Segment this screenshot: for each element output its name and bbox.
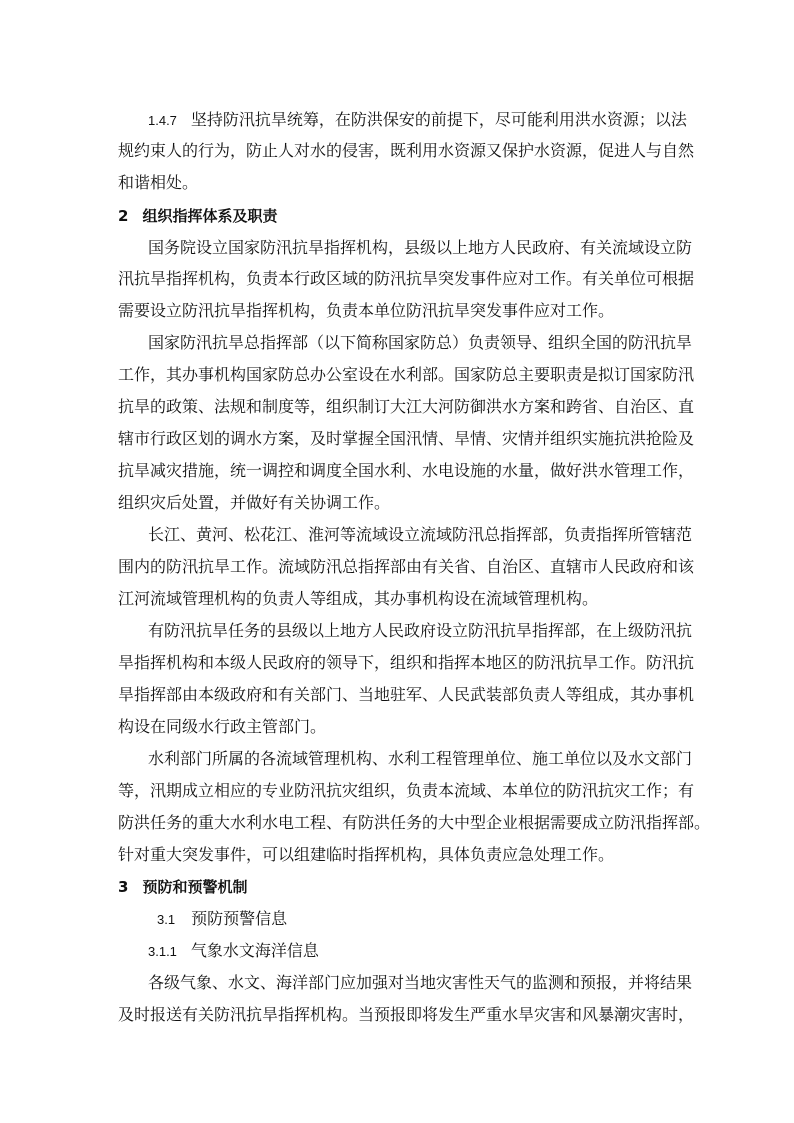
clause-1-4-7-line-2: 规约束人的行为，防止人对水的侵害，既利用水资源又保护水资源，促进人与自然 — [118, 141, 695, 160]
subsection-number: 3.1 — [157, 912, 176, 927]
paragraph-line: 旱指挥机构和本级人民政府的领导下，组织和指挥本地区的防汛抗旱工作。防汛抗 — [118, 653, 695, 672]
paragraph-line: 抗旱减灾措施，统一调控和调度全国水利、水电设施的水量，做好洪水管理工作， — [118, 461, 695, 480]
paragraph-line: 汛抗旱指挥机构，负责本行政区域的防汛抗旱突发事件应对工作。有关单位可根据 — [118, 269, 695, 288]
subsection-title: 气象水文海洋信息 — [190, 941, 319, 960]
subsection-number: 3.1.1 — [148, 944, 177, 959]
paragraph-line: 旱指挥部由本级政府和有关部门、当地驻军、人民武装部负责人等组成，其办事机 — [118, 685, 695, 704]
paragraph-line: 江河流域管理机构的负责人等组成，其办事机构设在流域管理机构。 — [118, 589, 599, 608]
paragraph-line: 及时报送有关防汛抗旱指挥机构。当预报即将发生严重水旱灾害和风暴潮灾害时， — [118, 1005, 695, 1024]
paragraph-line: 辖市行政区划的调水方案，及时掌握全国汛情、旱情、灾情并组织实施抗洪抢险及 — [118, 429, 695, 448]
paragraph-line: 围内的防汛抗旱工作。流域防汛总指挥部由有关省、自治区、直辖市人民政府和该 — [118, 557, 695, 576]
clause-1-4-7-line-3: 和谐相处。 — [118, 173, 199, 192]
paragraph-line: 构设在同级水行政主管部门。 — [118, 717, 327, 736]
subsection-title: 预防预警信息 — [191, 909, 288, 928]
section-number: 3 — [118, 878, 129, 896]
paragraph-line: 抗旱的政策、法规和制度等，组织制订大江大河防御洪水方案和跨省、自治区、直 — [118, 397, 695, 416]
paragraph-line: 国家防汛抗旱总指挥部（以下简称国家防总）负责领导、组织全国的防汛抗旱 — [148, 333, 693, 352]
paragraph-line: 需要设立防汛抗旱指挥机构，负责本单位防汛抗旱突发事件应对工作。 — [118, 301, 615, 320]
paragraph-line: 防洪任务的重大水利水电工程、有防洪任务的大中型企业根据需要成立防汛指挥部。 — [118, 813, 711, 832]
paragraph-line: 工作，其办事机构国家防总办公室设在水利部。国家防总主要职责是拟订国家防汛 — [118, 365, 695, 384]
paragraph-line: 等，汛期成立相应的专业防汛抗灾组织，负责本流域、本单位的防汛抗灾工作；有 — [118, 781, 695, 800]
paragraph-line: 组织灾后处置，并做好有关协调工作。 — [118, 493, 391, 512]
clause-1-4-7-line-1 — [148, 110, 687, 130]
subsection-heading-3-1-1 — [148, 941, 319, 961]
section-title: 组织指挥体系及职责 — [142, 207, 278, 225]
paragraph-line: 针对重大突发事件，可以组建临时指挥机构，具体负责应急处理工作。 — [118, 845, 615, 864]
subsection-heading-3-1 — [157, 909, 287, 929]
clause-number: 1.4.7 — [148, 113, 177, 128]
section-title: 预防和预警机制 — [142, 878, 248, 896]
paragraph-line: 有防汛抗旱任务的县级以上地方人民政府设立防汛抗旱指挥部，在上级防汛抗 — [148, 621, 693, 640]
clause-text: 坚持防汛抗旱统筹，在防洪保安的前提下，尽可能利用洪水资源；以法 — [190, 110, 687, 129]
paragraph-line: 长江、黄河、松花江、淮河等流域设立流域防汛总指挥部，负责指挥所管辖范 — [148, 525, 693, 544]
paragraph-line: 各级气象、水文、海洋部门应加强对当地灾害性天气的监测和预报，并将结果 — [148, 973, 693, 992]
section-heading-2 — [118, 206, 277, 226]
section-number: 2 — [118, 207, 129, 225]
paragraph-line: 国务院设立国家防汛抗旱指挥机构，县级以上地方人民政府、有关流域设立防 — [148, 238, 693, 257]
paragraph-line: 水利部门所属的各流域管理机构、水利工程管理单位、施工单位以及水文部门 — [148, 749, 693, 768]
section-heading-3 — [118, 877, 247, 897]
